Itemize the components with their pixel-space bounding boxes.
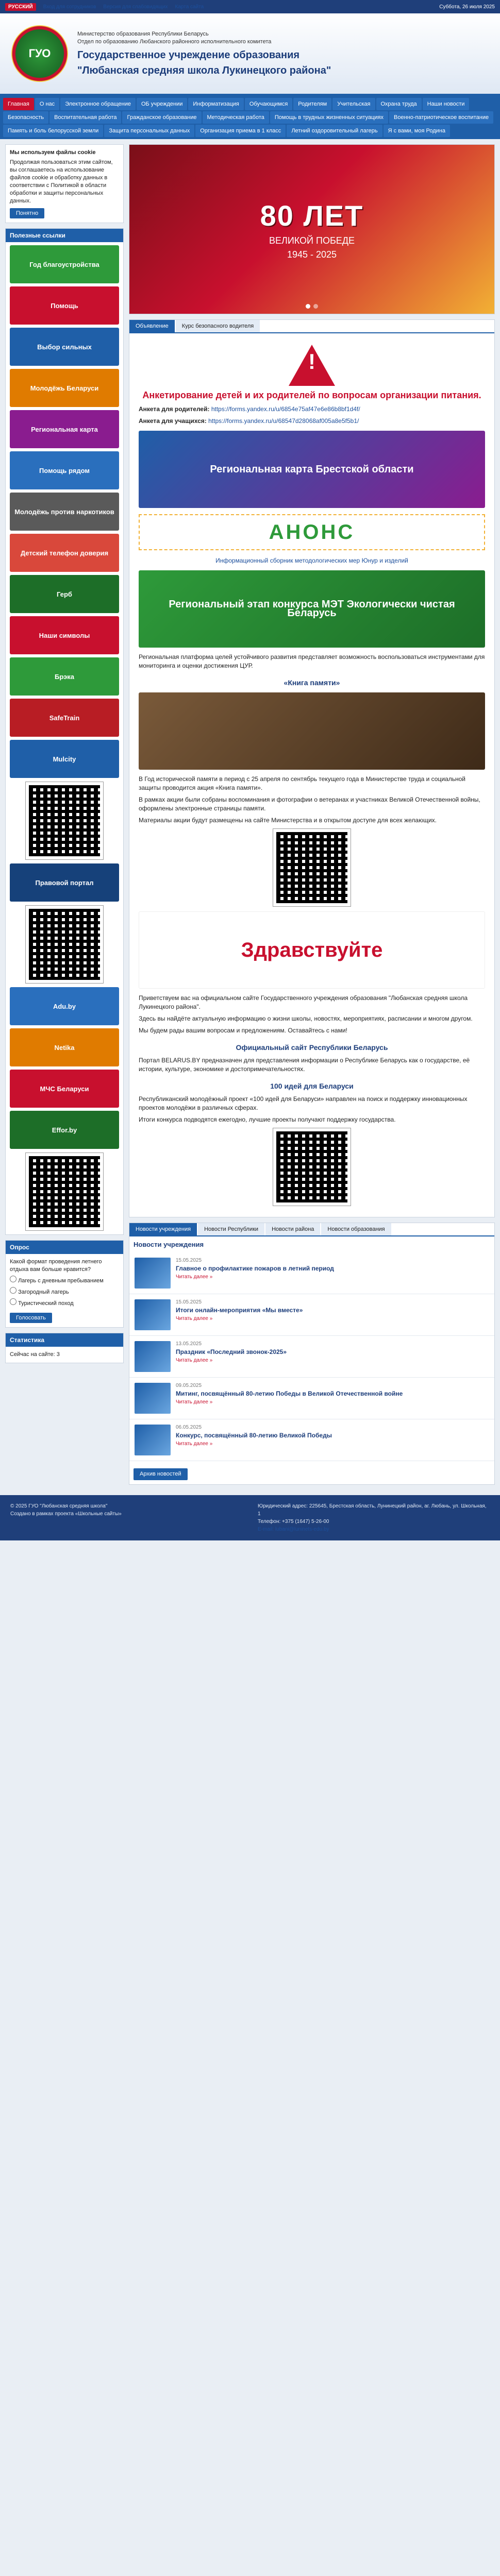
banner-legal-portal[interactable]: Правовой портал	[10, 863, 119, 902]
welcome-image: Здравствуйте	[139, 911, 485, 989]
nav-item-news[interactable]: Наши новости	[423, 98, 470, 110]
news-heading: Новости учреждения	[134, 1241, 204, 1248]
read-more-link[interactable]: Читать далее »	[176, 1274, 213, 1280]
current-date: Суббота, 26 июля 2025	[439, 4, 495, 10]
banner-trust-phone[interactable]: Детский телефон доверия	[10, 534, 119, 572]
banner-breka[interactable]: Брэка	[10, 657, 119, 696]
department-name: Отдел по образованию Любанского районного исполнительного комитета	[77, 39, 272, 45]
sitemap-link[interactable]: Карта сайта	[175, 4, 204, 10]
qr-code-icon[interactable]	[273, 1128, 351, 1206]
main-nav	[0, 96, 500, 139]
footer-email-link[interactable]: E-mail: lubani@luninets-edu.by	[258, 1527, 329, 1532]
tab-district-news[interactable]: Новости района	[265, 1223, 320, 1235]
students-survey-link[interactable]: https://forms.yandex.ru/u/68547d28068af005a8e5f5b1/	[208, 417, 359, 425]
nav-item-civic[interactable]: Гражданское образование	[122, 111, 201, 124]
slider-dot[interactable]	[306, 304, 310, 309]
parents-survey-link[interactable]: https://forms.yandex.ru/u/6854e75af47e6e86b8bf1d4f/	[211, 405, 360, 413]
belarus-portal-text: Портал BELARUS.BY предназначен для представления информации о Республике Беларусь как о государстве, её истории, культуре, экономике и достопримечательностях.	[139, 1057, 470, 1073]
banner-effor[interactable]: Effor.by	[10, 1111, 119, 1149]
main-content	[129, 144, 495, 1490]
nav-item-parents[interactable]: Родителям	[293, 98, 331, 110]
list-item[interactable]: 09.05.2025 Митинг, посвящённый 80-летию Победы в Великой Отечественной войне Читать далее »	[129, 1378, 494, 1419]
slider-subtitle: ВЕЛИКОЙ ПОБЕДЕ	[269, 235, 355, 246]
nav-item-summer-camp[interactable]: Летний оздоровительный лагерь	[287, 125, 382, 137]
banner-help[interactable]: Помощь	[10, 286, 119, 325]
news-thumbnail[interactable]	[135, 1299, 171, 1330]
poll-option-radio[interactable]	[10, 1287, 16, 1294]
announcements-box: Объявление Курс безопасного водителя ! Анкетирование детей и их родителей по вопросам организации питания. Анкета для родителей: https://forms.yandex.ru/u/6854e75af47e6e86b8bf1d4f/ Анкета для учащихся: https://forms.yandex.ru/u/68547d28068af005a8e5f5b1/ Региональная карта Брестской области АНОНС Информационный сборник методологических мер Юнур и изделий Региональный этап конкурса МЭТ Экологически чистая Беларусь Региональная платформа целей устойчивого развития представляет возможность воспользоваться инструментами для мониторинга и оценки достижения ЦУР. «Книга памяти» В Год исторической памяти в период с 25 апреля по сентябрь текущего года в Министерстве труда и социальной защиты проводится акция «Книга памяти». В рамках акции были собраны воспоминания и фотографии о ветеранах и участниках Великой Отечественной войны, оформлены электронные страницы памяти. Материалы акции будут размещены на сайте Министерства и в открытом доступе для всех желающих. Здравствуйте Приветствуем вас на официальном сайте Государственного учреждения образования "Любанская средняя школа Лукинецкого района". Здесь вы найдёте актуальную информацию о жизни школы, новостях, мероприятиях, расписании и многом другом. Мы будем рады вашим вопросам и предложениям. Оставайтесь с нами! Официальный сайт Республики Беларусь Портал BELARUS.BY предназначен для представления информации о Республике Беларусь как о государстве, её истории, культуре, экономике и достопримечательностях. 100 идей для Беларуси Республиканский молодёжный проект «100 идей для Беларуси» направлен на поиск и поддержку инновационных проектов молодёжи в различных сферах. Итоги конкурса подводятся ежегодно, лучшие проекты получают поддержку государства.	[129, 319, 495, 1217]
site-footer	[0, 1495, 500, 1540]
banner-regional-map[interactable]: Региональная карта	[10, 410, 119, 448]
memory-book-heading: «Книга памяти»	[284, 679, 340, 687]
school-emblem-icon[interactable]: ГУО	[11, 25, 68, 82]
poll-vote-button[interactable]: Голосовать	[10, 1313, 52, 1323]
ideas-p2: Итоги конкурса подводятся ежегодно, лучшие проекты получают поддержку государства.	[139, 1116, 396, 1123]
school-title-line2: "Любанская средняя школа Лукинецкого района"	[77, 65, 331, 76]
news-thumbnail[interactable]	[135, 1341, 171, 1372]
poll-option-radio[interactable]	[10, 1298, 16, 1305]
list-item[interactable]: 13.05.2025 Праздник «Последний звонок-2025» Читать далее »	[129, 1336, 494, 1378]
site-header	[0, 13, 500, 96]
poll-title: Опрос	[6, 1241, 123, 1254]
footer-phone: Телефон: +375 (1647) 5-26-00	[258, 1519, 329, 1524]
footer-copyright: © 2025 ГУО "Любанская средняя школа"	[10, 1503, 108, 1509]
useful-links-title: Полезные ссылки	[6, 229, 123, 242]
stats-box	[5, 1333, 124, 1363]
cookie-notice-text: Продолжая пользоваться этим сайтом, вы соглашаетесь на использование файлов cookie и обработку данных в соответствии с Политикой в области обработки и защиты персональных данных.	[10, 159, 113, 204]
banner-year-improvement[interactable]: Год благоустройства	[10, 245, 119, 283]
welcome-p1: Приветствуем вас на официальном сайте Государственного учреждения образования "Любанская средняя школа Лукинецкого района".	[139, 994, 468, 1010]
qr-code-icon[interactable]	[26, 906, 103, 983]
banner-symbols[interactable]: Наши символы	[10, 616, 119, 654]
news-archive-button[interactable]: Архив новостей	[134, 1468, 188, 1480]
banner-strong-choice[interactable]: Выбор сильных	[10, 328, 119, 366]
tab-announcement[interactable]: Объявление	[129, 320, 175, 332]
read-more-link[interactable]: Читать далее »	[176, 1316, 213, 1321]
banner-help-near[interactable]: Помощь рядом	[10, 451, 119, 489]
nav-item-institution[interactable]: ОБ учреждении	[137, 98, 187, 110]
poll-option-radio[interactable]	[10, 1276, 16, 1282]
tab-republic-news[interactable]: Новости Республики	[198, 1223, 264, 1235]
nav-item-labor-safety[interactable]: Охрана труда	[376, 98, 422, 110]
memory-book-p1: В Год исторической памяти в период с 25 апреля по сентябрь текущего года в Министерстве труда и социальной защиты проводится акция «Книга памяти».	[139, 775, 465, 791]
news-thumbnail[interactable]	[135, 1425, 171, 1455]
slider-dot[interactable]	[313, 304, 318, 309]
cookie-notice-title: Мы используем файлы cookie	[10, 149, 96, 156]
useful-links-box	[5, 228, 124, 1235]
slider-years: 1945 - 2025	[287, 249, 337, 260]
news-thumbnail[interactable]	[135, 1258, 171, 1289]
nav-item-safety[interactable]: Безопасность	[3, 111, 48, 124]
read-more-link[interactable]: Читать далее »	[176, 1358, 213, 1363]
footer-address: Юридический адрес: 225645, Брестская область, Лунинецкий район, аг. Любань, ул. Школьная, 1	[258, 1503, 487, 1517]
school-title-line1: Государственное учреждение образования	[77, 49, 300, 61]
qr-code-icon[interactable]	[273, 829, 351, 906]
nav-item-memory[interactable]: Память и боль белорусской земли	[3, 125, 103, 137]
hero-slider[interactable]	[129, 144, 495, 314]
nav-item-home[interactable]: Главная	[3, 98, 34, 110]
news-box	[129, 1223, 495, 1485]
qr-code-icon[interactable]	[26, 1153, 103, 1230]
eco-contest-image[interactable]: Региональный этап конкурса МЭТ Экологически чистая Беларусь	[139, 570, 485, 648]
banner-coat-of-arms[interactable]: Герб	[10, 575, 119, 613]
nav-item-help[interactable]: Помощь в трудных жизненных ситуациях	[270, 111, 388, 124]
banner-safetrain[interactable]: SafeTrain	[10, 699, 119, 737]
tab-education-news[interactable]: Новости образования	[321, 1223, 391, 1235]
welcome-p2: Здесь вы найдёте актуальную информацию о жизни школы, новостях, мероприятиях, расписании и многом другом.	[139, 1015, 473, 1022]
ideas-heading: 100 идей для Беларуси	[270, 1082, 354, 1090]
low-vision-link[interactable]: Версия для слабовидящих	[103, 4, 168, 10]
sdg-platform-text: Региональная платформа целей устойчивого развития представляет возможность воспользоваться инструментами для мониторинга и оценки достижения ЦУР.	[139, 653, 485, 669]
tab-school-news[interactable]: Новости учреждения	[129, 1223, 197, 1235]
belarus-portal-heading: Официальный сайт Республики Беларусь	[236, 1043, 388, 1052]
anons-banner: АНОНС	[139, 514, 485, 550]
footer-note: Создано в рамках проекта «Школьные сайты»	[10, 1511, 122, 1517]
staff-login-link[interactable]: Вход для сотрудников	[43, 4, 96, 10]
ideas-p1: Республиканский молодёжный проект «100 идей для Беларуси» направлен на поиск и поддержку инновационных проектов молодёжи в различных сферах.	[139, 1095, 468, 1111]
stats-text: Сейчас на сайте: 3	[10, 1351, 60, 1358]
nav-item-data-protection[interactable]: Защита персональных данных	[104, 125, 194, 137]
banner-youth[interactable]: Молодёжь Беларуси	[10, 369, 119, 407]
memory-book-image	[139, 692, 485, 770]
nav-item-upbringing[interactable]: Воспитательная работа	[49, 111, 121, 124]
read-more-link[interactable]: Читать далее »	[176, 1399, 213, 1405]
top-bar	[0, 0, 500, 13]
nav-item-teachers[interactable]: Учительская	[332, 98, 375, 110]
stats-title: Статистика	[6, 1333, 123, 1347]
banner-adu[interactable]: Adu.by	[10, 987, 119, 1025]
nav-item-patriotic[interactable]: Военно-патриотическое воспитание	[389, 111, 493, 124]
qr-code-icon[interactable]	[26, 782, 103, 859]
cookie-notice	[5, 144, 124, 223]
sidebar	[5, 144, 124, 1490]
tab-safe-driver[interactable]: Курс безопасного водителя	[176, 320, 260, 332]
banner-anti-drugs[interactable]: Молодёжь против наркотиков	[10, 493, 119, 531]
slider-headline: 80 ЛЕТ	[260, 199, 364, 232]
news-thumbnail[interactable]	[135, 1383, 171, 1414]
list-item[interactable]: 15.05.2025 Главное о профилактике пожаров в летний период Читать далее »	[129, 1252, 494, 1294]
warning-icon: !	[289, 345, 335, 386]
memory-book-p3: Материалы акции будут размещены на сайте Министерства и в открытом доступе для всех желающих.	[139, 817, 437, 824]
poll-question: Какой формат проведения летнего отдыха вам больше нравится?	[10, 1259, 102, 1273]
nav-item-about[interactable]: О нас	[35, 98, 59, 110]
regional-map-image[interactable]: Региональная карта Брестской области	[139, 431, 485, 508]
banner-netika[interactable]: Netika	[10, 1028, 119, 1066]
list-item[interactable]: 15.05.2025 Итоги онлайн-мероприятия «Мы вместе» Читать далее »	[129, 1294, 494, 1336]
nav-item-motherland[interactable]: Я с вами, моя Родина	[384, 125, 450, 137]
language-switch[interactable]: РУССКИЙ	[5, 3, 36, 11]
list-item[interactable]: 06.05.2025 Конкурс, посвящённый 80-летию Великой Победы Читать далее »	[129, 1419, 494, 1461]
nav-item-appeal[interactable]: Электронное обращение	[60, 98, 136, 110]
nav-item-admission[interactable]: Организация приема в 1 класс	[195, 125, 286, 137]
memory-book-p2: В рамках акции были собраны воспоминания и фотографии о ветеранах и участниках Великой Отечественной войны, оформлены электронные страницы памяти.	[139, 796, 480, 812]
banner-mchs[interactable]: МЧС Беларуси	[10, 1070, 119, 1108]
ministry-name: Министерство образования Республики Беларусь	[77, 31, 209, 37]
survey-title: Анкетирование детей и их родителей по вопросам организации питания.	[142, 390, 481, 400]
read-more-link[interactable]: Читать далее »	[176, 1441, 213, 1447]
nav-item-informatization[interactable]: Информатизация	[188, 98, 243, 110]
nav-item-students[interactable]: Обучающимся	[245, 98, 292, 110]
poll-box: Опрос Какой формат проведения летнего отдыха вам больше нравится? Лагерь с дневным пребыванием Загородный лагерь Туристический поход Голосовать	[5, 1240, 124, 1328]
banner-mulcity[interactable]: Mulcity	[10, 740, 119, 778]
cookie-accept-button[interactable]: Понятно	[10, 208, 44, 218]
methodology-collection-link[interactable]: Информационный сборник методологических мер Юнур и изделий	[215, 557, 408, 564]
welcome-p3: Мы будем рады вашим вопросам и предложениям. Оставайтесь с нами!	[139, 1027, 347, 1034]
nav-item-methodical[interactable]: Методическая работа	[203, 111, 269, 124]
